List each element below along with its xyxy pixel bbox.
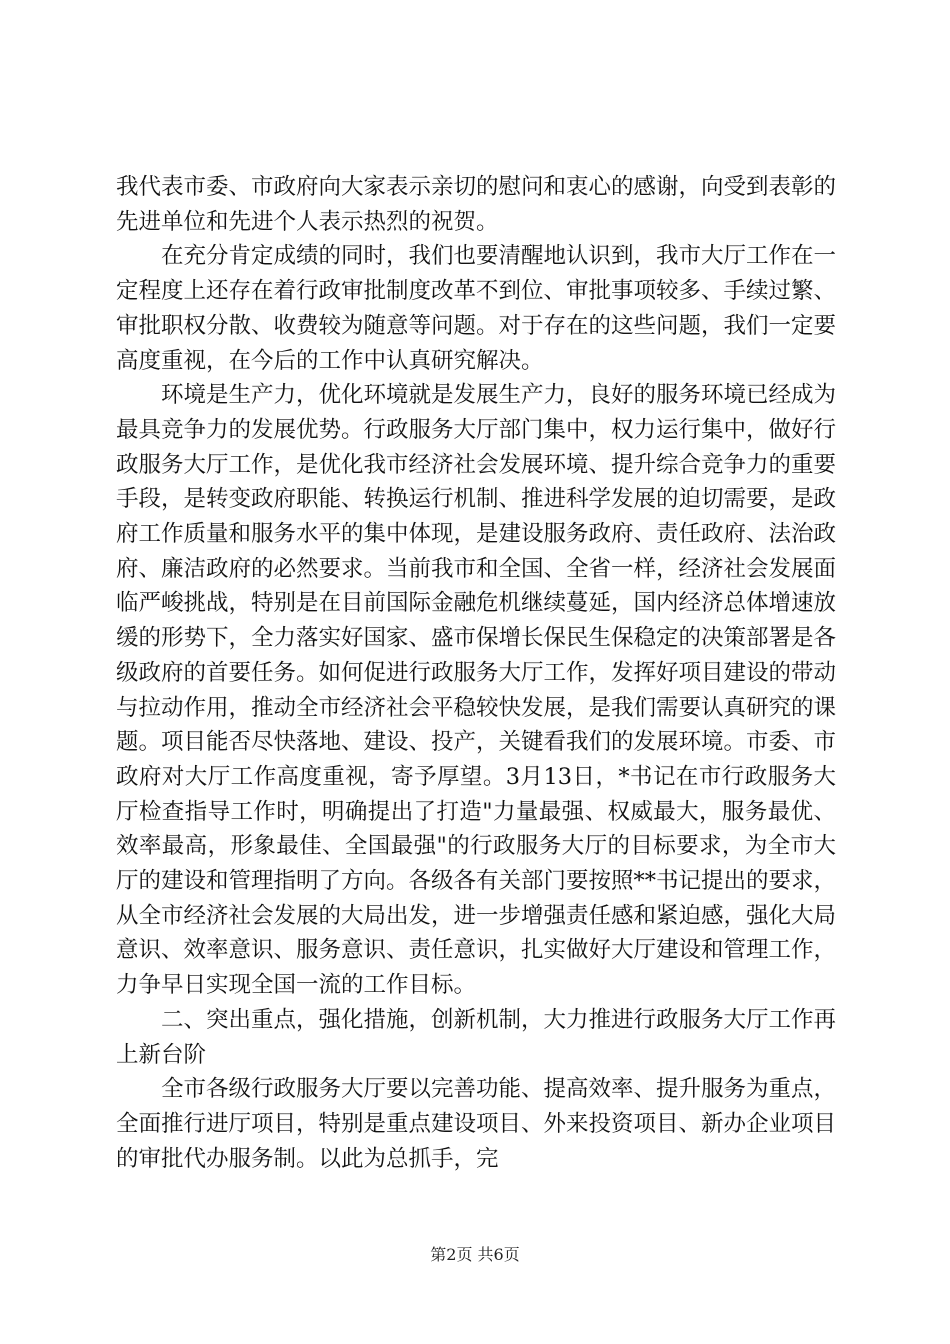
document-body bbox=[116, 170, 836, 1176]
paragraph-1: 我代表市委、市政府向大家表示亲切的慰问和衷心的感谢，向受到表彰的先进单位和先进个人表示热烈的祝贺。 bbox=[116, 174, 837, 235]
paragraph-2: 在充分肯定成绩的同时，我们也要清醒地认识到，我市大厅工作在一定程度上还存在着行政审批制度改革不到位、审批事项较多、手续过繁、审批职权分散、收费较为随意等问题。对于存在的这些问题，我们一定要高度重视，在今后的工作中认真研究解决。 bbox=[116, 243, 837, 374]
section-heading: 二、突出重点，强化措施，创新机制，大力推进行政服务大厅工作再上新台阶 bbox=[116, 1006, 837, 1068]
paragraph-4: 全市各级行政服务大厅要以完善功能、提高效率、提升服务为重点，全面推行进厅项目，特别是重点建设项目、外来投资项目、新办企业项目的审批代办服务制。以此为总抓手，完 bbox=[116, 1076, 837, 1172]
paragraph-3: 环境是生产力，优化环境就是发展生产力，良好的服务环境已经成为最具竞争力的发展优势。行政服务大厅部门集中，权力运行集中，做好行政服务大厅工作，是优化我市经济社会发展环境、提升综合竞争力的重要手段，是转变政府职能、转换运行机制、推进科学发展的迫切需要，是政府工作质量和服务水平的集中体现，是建设服务政府、责任政府、法治政府、廉洁政府的必然要求。当前我市和全国、全省一样，经济社会发展面临严峻挑战，特别是在目前国际金融危机继续蔓延，国内经济总体增速放缓的形势下，全力落实好国家、盛市保增长保民生保稳定的决策部署是各级政府的首要任务。如何促进行政服务大厅工作，发挥好项目建设的带动与拉动作用，推动全市经济社会平稳较快发展，是我们需要认真研究的课题。项目能否尽快落地、建设、投产，关键看我们的发展环境。市委、市政府对大厅工作高度重视，寄予厚望。3月13日，*书记在市行政服务大厅检查指导工作时，明确提出了打造"力量最强、权威最大，服务最优、效率最高，形象最佳、全国最强"的行政服务大厅的目标要求，为全市大厅的建设和管理指明了方向。各级各有关部门要按照**书记提出的要求，从全市经济社会发展的大局出发，进一步增强责任感和紧迫感，强化大局意识、效率意识、服务意识、责任意识，扎实做好大厅建设和管理工作，力争早日实现全国一流的工作目标。 bbox=[116, 382, 837, 999]
page-number-footer: 第2页 共6页 bbox=[430, 1245, 520, 1264]
